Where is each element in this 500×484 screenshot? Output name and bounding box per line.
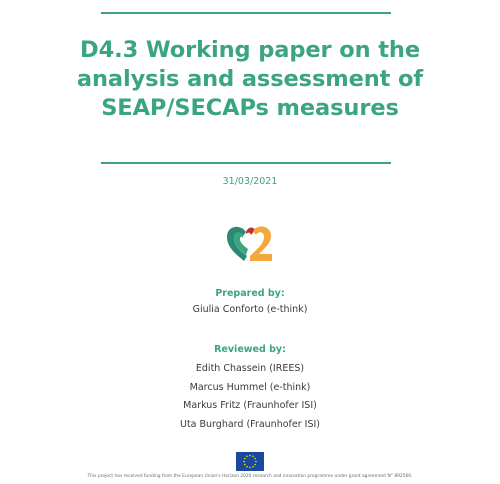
document-date: 31/03/2021 (222, 176, 278, 187)
bottom-rule (101, 162, 391, 164)
c2-logo-icon (224, 221, 276, 265)
preparer-name: Giulia Conforto (e-think) (192, 304, 308, 315)
reviewer-name: Uta Burghard (Fraunhofer ISI) (180, 418, 320, 430)
reviewed-by-section (0, 343, 500, 434)
prepared-by-section (0, 287, 500, 320)
reviewer-name: Markus Fritz (Fraunhofer ISI) (183, 400, 317, 412)
reviewer-name: Marcus Hummel (e-think) (189, 381, 311, 393)
funding-note: This project has received funding from the European Union's Horizon 2020 research and innovation programme under grant agreement N° 892560. (87, 474, 413, 479)
top-rule (101, 12, 391, 14)
eu-flag-icon (236, 452, 264, 471)
reviewer-name: Edith Chassein (IREES) (195, 363, 305, 374)
document-title: D4.3 Working paper on the analysis and assessment of SEAP/SECAPs measures (76, 37, 424, 121)
prepared-by-label: Prepared by: (215, 288, 285, 299)
reviewed-by-label: Reviewed by: (214, 344, 286, 355)
